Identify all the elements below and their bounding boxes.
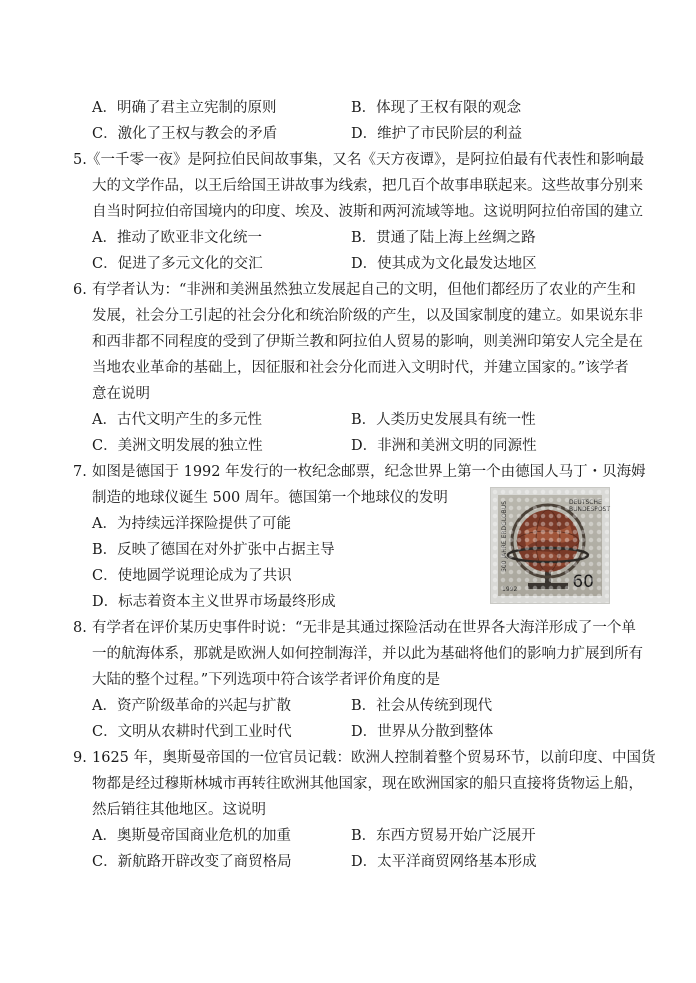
option-a: A．为持续远洋探险提供了可能	[92, 516, 291, 532]
question-number: 9.	[73, 750, 87, 766]
question-number: 7.	[73, 464, 87, 480]
question-stem-line: 一的航海体系，那就是欧洲人如何控制海洋，并以此为基础将他们的影响力扩展到所有	[92, 646, 643, 662]
option-d: D．非洲和美洲文明的同源性	[351, 438, 537, 454]
option-b: B．贯通了陆上海上丝绸之路	[351, 230, 536, 246]
stamp-top-text: 500 JAHRE ERDGLOBUS	[501, 501, 508, 572]
question-stem-line: 《一千零一夜》是阿拉伯民间故事集，又名《天方夜谭》，是阿拉伯最有代表性和影响最	[86, 152, 645, 168]
option-c: C．新航路开辟改变了商贸格局	[92, 854, 292, 870]
option-c: C．文明从农耕时代到工业时代	[92, 724, 292, 740]
option-d: D．维护了市民阶层的利益	[351, 126, 523, 142]
globe-stamp-image	[490, 487, 610, 604]
option-a: A．资产阶级革命的兴起与扩散	[92, 698, 291, 714]
question-stem-line: 如图是德国于 1992 年发行的一枚纪念邮票，纪念世界上第一个由德国人马丁・贝海姆	[92, 464, 646, 480]
question-stem-line: 有学者认为：“非洲和美洲虽然独立发展起自己的文明，但他们都经历了农业的产生和	[92, 282, 636, 298]
stamp-artwork	[498, 495, 611, 596]
question-stem-line: 大陆的整个过程。”下列选项中符合该学者评价角度的是	[92, 672, 441, 688]
question-number: 8.	[73, 620, 87, 636]
option-b: B．人类历史发展具有统一性	[351, 412, 536, 428]
option-c: C．激化了王权与教会的矛盾	[92, 126, 278, 142]
stamp-face-value: 60	[572, 572, 594, 592]
stamp-year: 1992	[502, 586, 518, 593]
option-a: A．推动了欧亚非文化统一	[92, 230, 262, 246]
option-a: A．明确了君主立宪制的原则	[92, 100, 277, 116]
question-stem-line: 发展，社会分工引起的社会分化和统治阶级的产生，以及国家制度的建立。如果说东非	[92, 308, 643, 324]
question-number: 5.	[73, 152, 87, 168]
question-stem-line: 制造的地球仪诞生 500 周年。德国第一个地球仪的发明	[92, 490, 448, 506]
stamp-country: DEUTSCHE BUNDESPOST	[569, 499, 611, 513]
question-stem-line: 然后销往其他地区。这说明	[92, 802, 266, 818]
question-stem-line: 有学者在评价某历史事件时说：“无非是其通过探险活动在世界各大海洋形成了一个单	[92, 620, 636, 636]
option-c: C．促进了多元文化的交汇	[92, 256, 263, 272]
option-a: A．古代文明产生的多元性	[92, 412, 262, 428]
option-c: C．美洲文明发展的独立性	[92, 438, 263, 454]
option-b: B．社会从传统到现代	[351, 698, 493, 714]
question-number: 6.	[73, 282, 87, 298]
option-c: C．使地圆学说理论成为了共识	[92, 568, 292, 584]
question-stem-line: 意在说明	[92, 386, 150, 402]
option-b: B．反映了德国在对外扩张中占据主导	[92, 542, 335, 558]
question-stem-line: 大的文学作品，以王后给国王讲故事为线索，把几百个故事串联起来。这些故事分别来	[92, 178, 643, 194]
option-b: B．东西方贸易开始广泛展开	[351, 828, 536, 844]
option-a: A．奥斯曼帝国商业危机的加重	[92, 828, 291, 844]
option-d: D．太平洋商贸网络基本形成	[351, 854, 537, 870]
option-d: D．使其成为文化最发达地区	[351, 256, 537, 272]
option-d: D．标志着资本主义世界市场最终形成	[92, 594, 336, 610]
question-stem-line: 和西非都不同程度的受到了伊斯兰教和阿拉伯人贸易的影响，则美洲印第安人完全是在	[92, 334, 643, 350]
question-stem-line: 物都是经过穆斯林城市再转往欧洲其他国家，现在欧洲国家的船只直接将货物运上船，	[92, 776, 643, 792]
option-d: D．世界从分散到整体	[351, 724, 494, 740]
question-stem-line: 自当时阿拉伯帝国境内的印度、埃及、波斯和两河流域等地。这说明阿拉伯帝国的建立	[92, 204, 643, 220]
option-b: B．体现了王权有限的观念	[351, 100, 522, 116]
question-stem-line: 1625 年，奥斯曼帝国的一位官员记载：欧洲人控制着整个贸易环节，以前印度、中国货	[92, 750, 656, 766]
question-stem-line: 当地农业革命的基础上，因征服和社会分化而进入文明时代，并建立国家的。”该学者	[92, 360, 629, 376]
